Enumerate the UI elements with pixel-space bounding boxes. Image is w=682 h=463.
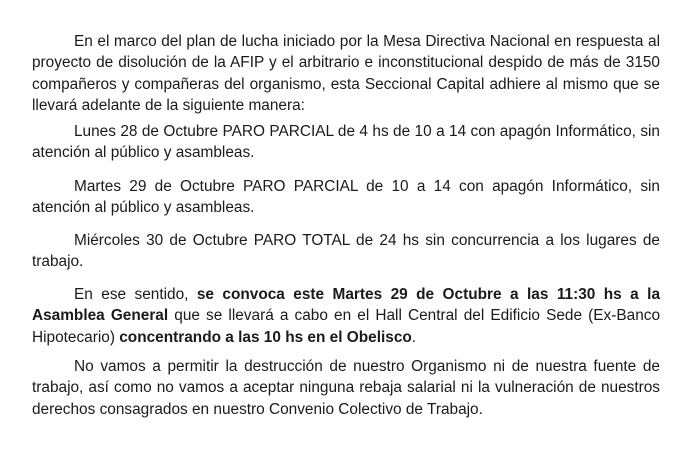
paragraph-wednesday: Miércoles 30 de Octubre PARO TOTAL de 24 hs sin concurrencia a los lugares de trabajo. — [32, 232, 660, 271]
paragraph-tuesday: Martes 29 de Octubre PARO PARCIAL de 10 a 14 con apagón Informático, sin atención al público y asambleas. — [32, 178, 660, 217]
paragraph-intro: En el marco del plan de lucha iniciado por la Mesa Directiva Nacional en respuesta al proyecto de disolución de la AFIP y el arbitrario e inconstitucional despido de más de 3150 compañeros y compañeras del organismo, esta Seccional Capital adhiere al mismo que se llevará adelante de la siguiente manera: — [32, 33, 660, 115]
assembly-call-bold: se convoca este Martes 29 de Octubre a las 11:30 hs a la Asamblea General — [32, 286, 660, 325]
assembly-meeting-bold: concentrando a las 10 hs en el Obelisco — [119, 328, 412, 346]
assembly-text-2: que se llevará a cabo en el Hall Central del Edificio Sede (Ex-Banco Hipotecario) — [32, 307, 661, 346]
paragraph-monday: Lunes 28 de Octubre PARO PARCIAL de 4 hs de 10 a 14 con apagón Informático, sin atención al público y asambleas. — [32, 123, 660, 162]
paragraph-assembly — [32, 284, 660, 348]
assembly-text-3: . — [411, 328, 417, 346]
assembly-text-1: En ese sentido, — [74, 286, 197, 303]
paragraph-closing: No vamos a permitir la destrucción de nuestro Organismo ni de nuestra fuente de trabajo, así como no vamos a aceptar ninguna rebaja salarial ni la vulneración de nuestros derechos consagrados en nuestro Convenio Colectivo de Trabajo. — [32, 358, 660, 418]
